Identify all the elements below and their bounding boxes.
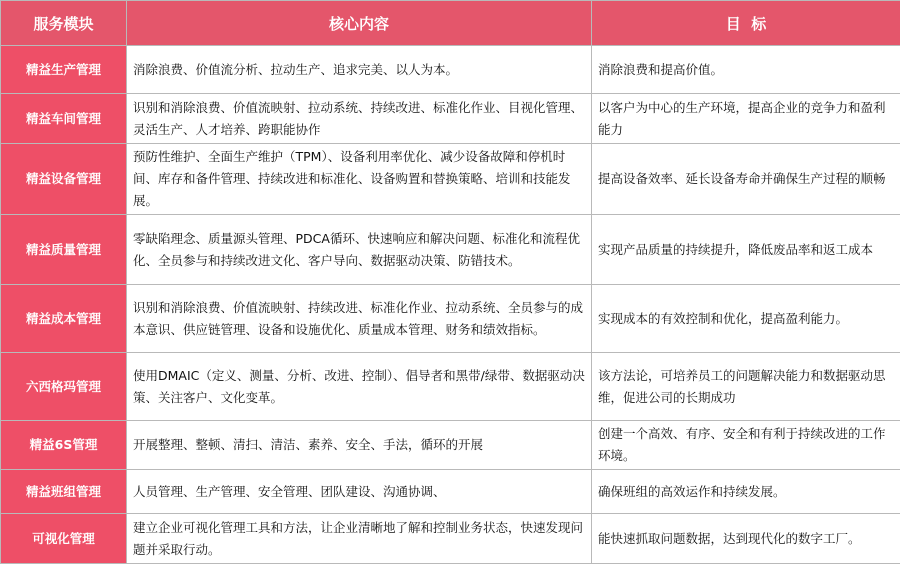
module-name: 精益质量管理 (1, 215, 127, 285)
goal-text: 实现产品质量的持续提升，降低废品率和返工成本 (592, 215, 900, 285)
table-row (1, 421, 900, 470)
goal-text: 能快速抓取问题数据，达到现代化的数字工厂。 (592, 514, 900, 564)
core-content: 人员管理、生产管理、安全管理、团队建设、沟通协调、 (127, 470, 592, 514)
core-content: 消除浪费、价值流分析、拉动生产、追求完美、以人为本。 (127, 46, 592, 94)
core-content: 开展整理、整顿、清扫、清洁、素养、安全、手法，循环的开展 (127, 421, 592, 470)
goal-text: 以客户为中心的生产环境，提高企业的竞争力和盈利能力 (592, 94, 900, 144)
module-name: 精益6S管理 (1, 421, 127, 470)
module-name: 精益班组管理 (1, 470, 127, 514)
goal-text: 创建一个高效、有序、安全和有利于持续改进的工作环境。 (592, 421, 900, 470)
table-row (1, 514, 900, 564)
module-name: 精益车间管理 (1, 94, 127, 144)
module-name: 六西格玛管理 (1, 353, 127, 421)
module-name: 精益成本管理 (1, 285, 127, 353)
table-row (1, 353, 900, 421)
goal-text: 实现成本的有效控制和优化，提高盈利能力。 (592, 285, 900, 353)
goal-text: 消除浪费和提高价值。 (592, 46, 900, 94)
goal-text: 确保班组的高效运作和持续发展。 (592, 470, 900, 514)
header-service-module: 服务模块 (1, 1, 127, 46)
core-content: 零缺陷理念、质量源头管理、PDCA循环、快速响应和解决问题、标准化和流程优化、全员参与和持续改进文化、客户导向、数据驱动决策、防错技术。 (127, 215, 592, 285)
module-name: 可视化管理 (1, 514, 127, 564)
goal-text: 该方法论，可培养员工的问题解决能力和数据驱动思维，促进公司的长期成功 (592, 353, 900, 421)
table-row (1, 215, 900, 285)
table-row (1, 46, 900, 94)
core-content: 识别和消除浪费、价值流映射、拉动系统、持续改进、标准化作业、目视化管理、灵活生产、人才培养、跨职能协作 (127, 94, 592, 144)
table-row (1, 470, 900, 514)
table-row (1, 285, 900, 353)
core-content: 预防性维护、全面生产维护（TPM）、设备利用率优化、减少设备故障和停机时间、库存和备件管理、持续改进和标准化、设备购置和替换策略、培训和技能发展。 (127, 144, 592, 215)
module-name: 精益生产管理 (1, 46, 127, 94)
goal-text: 提高设备效率、延长设备寿命并确保生产过程的顺畅 (592, 144, 900, 215)
table-header-row (1, 1, 900, 46)
header-core-content: 核心内容 (127, 1, 592, 46)
core-content: 识别和消除浪费、价值流映射、持续改进、标准化作业、拉动系统、全员参与的成本意识、供应链管理、设备和设施优化、质量成本管理、财务和绩效指标。 (127, 285, 592, 353)
core-content: 建立企业可视化管理工具和方法，让企业清晰地了解和控制业务状态，快速发现问题并采取行动。 (127, 514, 592, 564)
table-row (1, 144, 900, 215)
core-content: 使用DMAIC（定义、测量、分析、改进、控制）、倡导者和黑带/绿带、数据驱动决策、关注客户、文化变革。 (127, 353, 592, 421)
header-goal: 目 标 (592, 1, 900, 46)
module-name: 精益设备管理 (1, 144, 127, 215)
table-row (1, 94, 900, 144)
